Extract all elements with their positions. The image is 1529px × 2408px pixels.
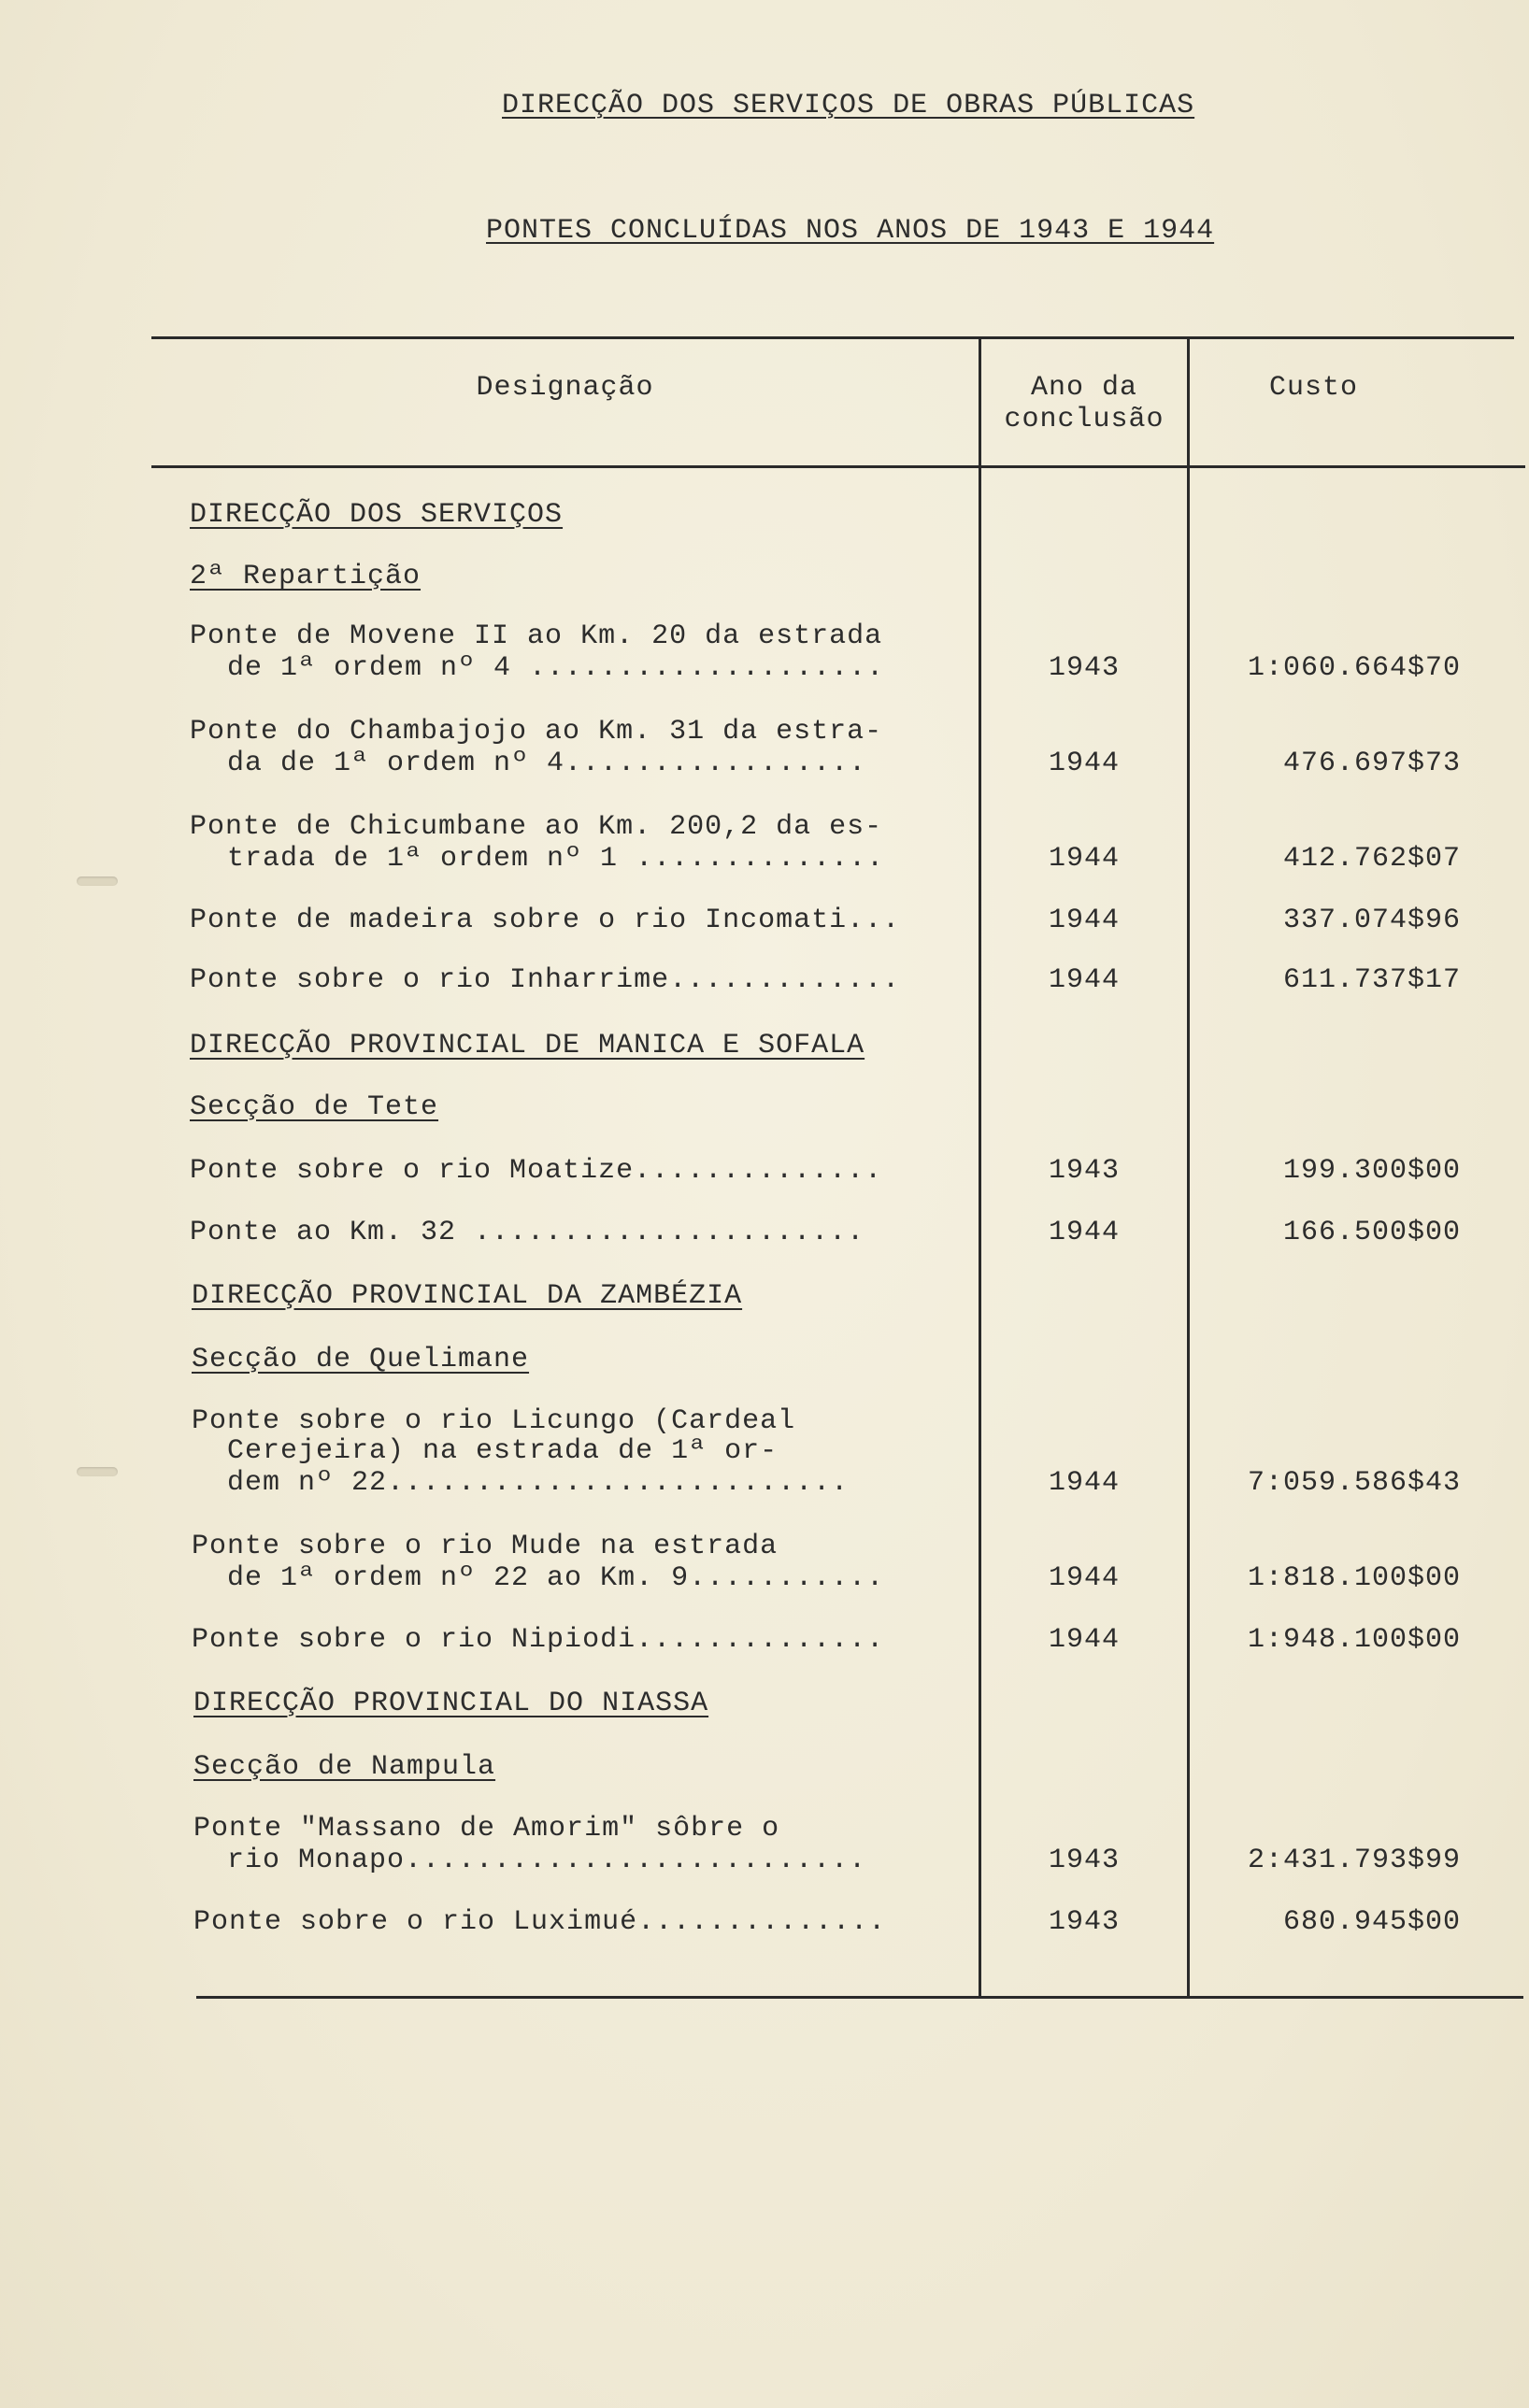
row-designation-line: trada de 1ª ordem nº 1 .............. [227,843,885,875]
row-designation-line: de 1ª ordem nº 4 .................... [227,652,885,684]
row-designation-line: Ponte sobre o rio Nipiodi.............. [192,1624,885,1656]
row-designation-line: Ponte sobre o rio Licungo (Cardeal [192,1405,796,1437]
row-cost: 1:060.664$70 [1247,652,1461,684]
section-subheading: Secção de Nampula [193,1751,496,1783]
section-heading: DIRECÇÃO PROVINCIAL DE MANICA E SOFALA [190,1030,865,1062]
row-cost: 412.762$07 [1282,843,1461,875]
row-year: 1944 [1048,1562,1120,1594]
section-heading: DIRECÇÃO PROVINCIAL DA ZAMBÉZIA [192,1280,743,1312]
row-cost: 1:948.100$00 [1247,1624,1461,1656]
table-bottom-rule [196,1996,1523,1999]
column-header-cost: Custo [1268,372,1358,404]
table-header-rule [151,465,1525,468]
row-year: 1943 [1048,652,1120,684]
row-designation-line: rio Monapo.......................... [227,1845,867,1876]
section-heading: DIRECÇÃO DOS SERVIÇOS [190,499,564,531]
row-cost: 7:059.586$43 [1247,1467,1461,1499]
column-header-year-line1: Ano da [1030,372,1138,404]
row-designation-line: Ponte sobre o rio Inharrime............. [190,964,901,996]
section-subheading: Secção de Quelimane [192,1344,530,1375]
section-heading: DIRECÇÃO PROVINCIAL DO NIASSA [193,1688,709,1719]
row-designation-line: Ponte sobre o rio Luximué.............. [193,1906,887,1938]
table-top-rule [151,336,1514,339]
section-subheading: Secção de Tete [190,1091,439,1123]
column-header-designation: Designação [476,372,654,404]
row-cost: 2:431.793$99 [1247,1845,1461,1876]
row-year: 1944 [1048,843,1120,875]
row-year: 1944 [1048,1467,1120,1499]
column-header-year-line2: conclusão [1004,404,1165,435]
row-designation-line: de 1ª ordem nº 22 ao Km. 9........... [227,1562,885,1594]
punch-mark [77,1467,118,1476]
row-year: 1943 [1048,1906,1120,1938]
row-cost: 337.074$96 [1282,905,1461,936]
row-designation-line: Ponte sobre o rio Moatize.............. [190,1155,883,1187]
row-year: 1944 [1048,964,1120,996]
row-cost: 680.945$00 [1282,1906,1461,1938]
row-year: 1944 [1048,748,1120,779]
row-cost: 1:818.100$00 [1247,1562,1461,1594]
row-cost: 166.500$00 [1282,1217,1461,1248]
punch-mark [77,876,118,886]
row-designation-line: Ponte de madeira sobre o rio Incomati... [190,905,901,936]
row-year: 1943 [1048,1155,1120,1187]
document-header: DIRECÇÃO DOS SERVIÇOS DE OBRAS PÚBLICAS [502,90,1195,121]
row-designation-line: dem nº 22.......................... [227,1467,850,1499]
row-designation-line: Cerejeira) na estrada de 1ª or- [227,1435,779,1467]
row-designation-line: da de 1ª ordem nº 4................. [227,748,867,779]
row-designation-line: Ponte ao Km. 32 ...................... [190,1217,865,1248]
row-cost: 476.697$73 [1282,748,1461,779]
row-year: 1944 [1048,1624,1120,1656]
row-year: 1944 [1048,905,1120,936]
section-subheading: 2ª Repartição [190,561,422,592]
row-designation-line: Ponte de Chicumbane ao Km. 200,2 da es- [190,811,883,843]
row-designation-line: Ponte sobre o rio Mude na estrada [192,1531,779,1562]
row-cost: 611.737$17 [1282,964,1461,996]
row-designation-line: Ponte "Massano de Amorim" sôbre o [193,1813,780,1845]
row-year: 1943 [1048,1845,1120,1876]
row-cost: 199.300$00 [1282,1155,1461,1187]
document-title: PONTES CONCLUÍDAS NOS ANOS DE 1943 E 1944 [486,215,1215,247]
row-designation-line: Ponte do Chambajojo ao Km. 31 da estra- [190,716,883,748]
row-year: 1944 [1048,1217,1120,1248]
row-designation-line: Ponte de Movene II ao Km. 20 da estrada [190,620,883,652]
